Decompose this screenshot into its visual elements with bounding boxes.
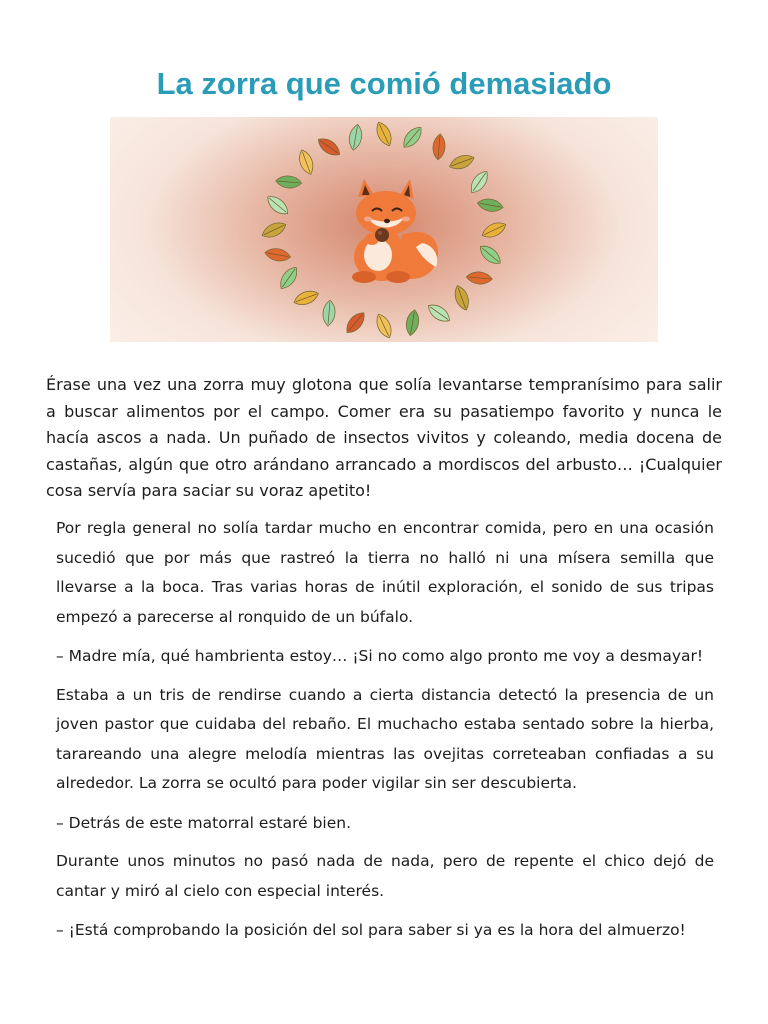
dialogue-line: – Madre mía, qué hambrienta estoy… ¡Si no como algo pronto me voy a desmayar! <box>56 647 704 665</box>
fox-in-leaf-wreath-image <box>110 117 658 342</box>
paragraph: Por regla general no solía tardar mucho en encontrar comida, pero en una ocasión sucedió que por más que rastreó la tierra no halló ni una mísera semilla que llevarse a la boca. Tras varias horas de inútil exploración, el sonido de sus tripas empezó a parecerse al ronquido de un búfalo. <box>56 519 714 626</box>
story-body <box>56 514 714 955</box>
dialogue-line: – ¡Está comprobando la posición del sol para saber si ya es la hora del almuerzo! <box>56 921 686 939</box>
dialogue-line: – Detrás de este matorral estaré bien. <box>56 813 352 832</box>
story-title: La zorra que comió demasiado <box>156 66 612 101</box>
paragraph: Durante unos minutos no pasó nada de nada, pero de repente el chico dejó de cantar y miró al cielo con especial interés. <box>56 852 714 900</box>
fox-eating-icon <box>352 179 438 283</box>
paragraph-intro: Érase una vez una zorra muy glotona que solía levantarse tempranísimo para salir a buscar alimentos por el campo. Comer era su pasatiempo favorito y nunca le hacía ascos a nada. Un puñado de insectos vivitos y coleando, media docena de castañas, algún que otro arándano arrancado a mordiscos del arbusto… ¡Cualquier cosa servía para saciar su voraz apetito! <box>46 375 722 500</box>
story-illustration <box>110 117 658 342</box>
paragraph: Estaba a un tris de rendirse cuando a cierta distancia detectó la presencia de un joven pastor que cuidaba del rebaño. El muchacho estaba sentado sobre la hierba, tarareando una alegre melodía mientras las ovejitas correteaban confiadas a su alrededor. La zorra se ocultó para poder vigilar sin ser descubierta. <box>56 685 714 792</box>
